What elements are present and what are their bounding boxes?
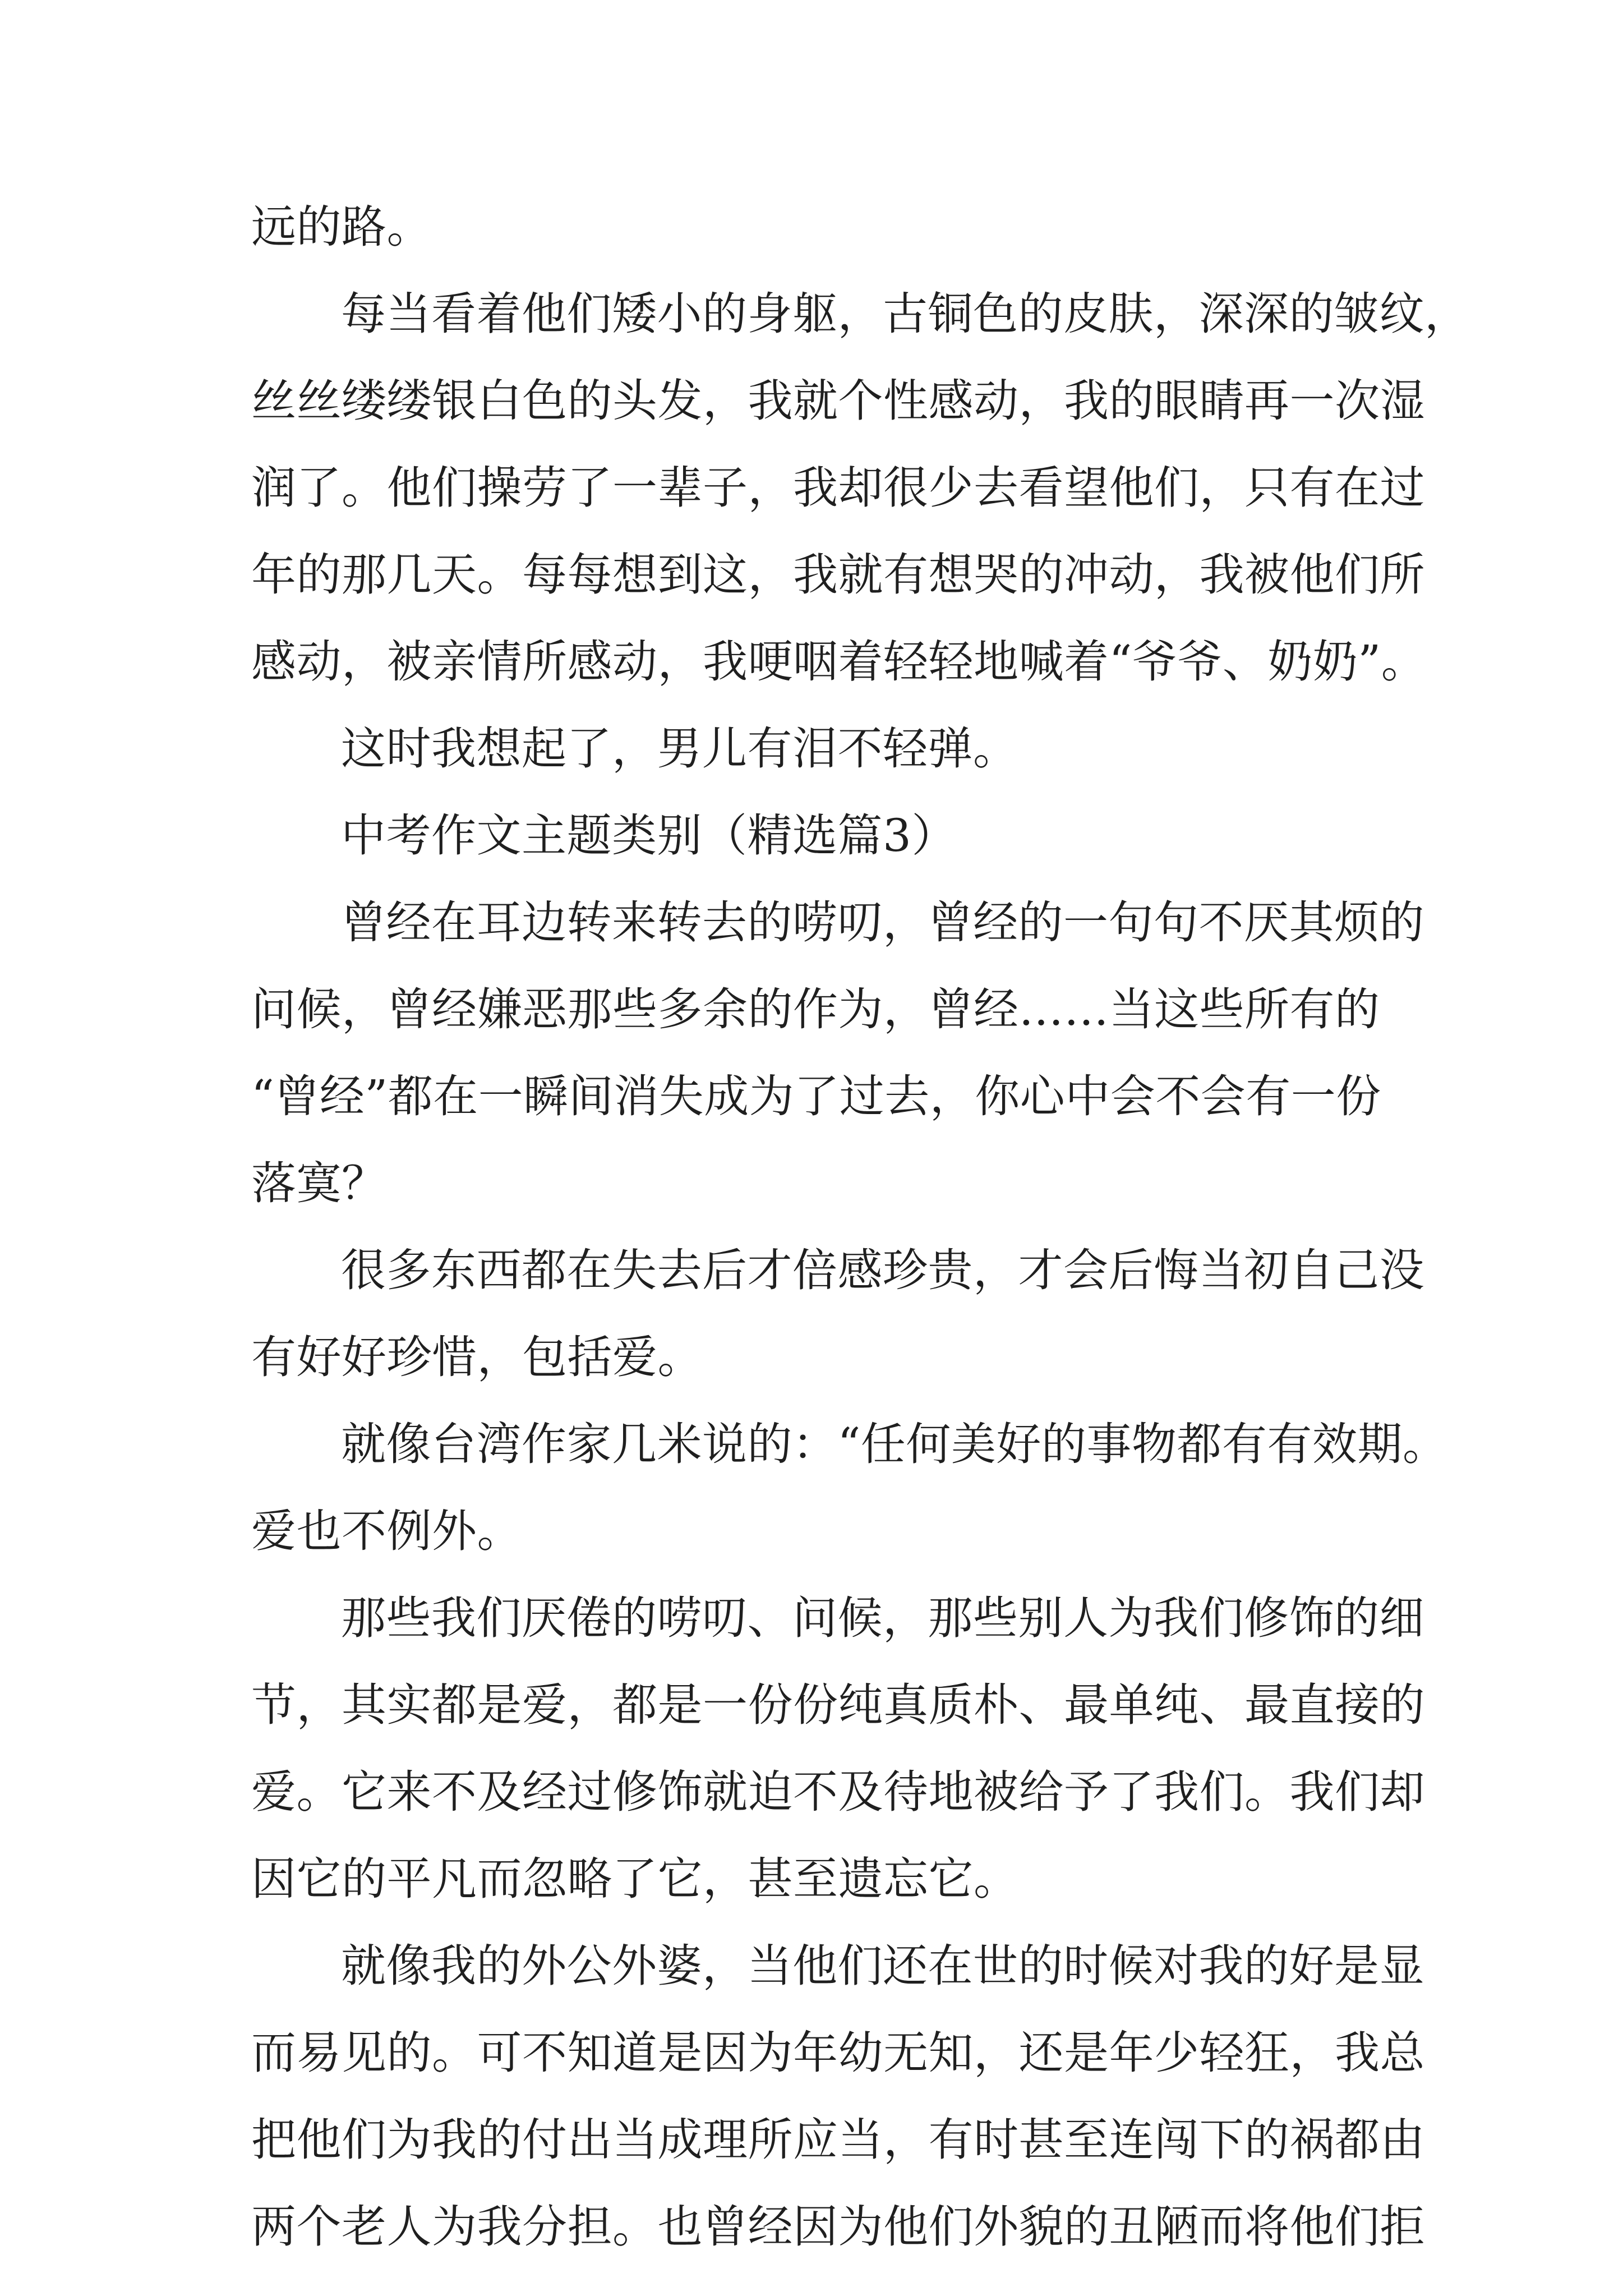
text-line: “曾经”都在一瞬间消失成为了过去，你心中会不会有一份: [251, 1070, 1381, 1122]
text-line: 两个老人为我分担。也曾经因为他们外貌的丑陋而将他们拒: [251, 2201, 1425, 2253]
text-line: 远的路。: [251, 201, 432, 253]
text-line: 润了。他们操劳了一辈子，我却很少去看望他们，只有在过: [251, 462, 1425, 514]
section-heading: 中考作文主题类别（精选篇3）: [341, 809, 957, 862]
text-line: 感动，被亲情所感动，我哽咽着轻轻地喊着“爷爷、奶奶”。: [251, 636, 1427, 688]
text-line: 有好好珍惜，包括爱。: [251, 1331, 703, 1383]
text-line: 因它的平凡而忽略了它，甚至遗忘它。: [251, 1853, 1019, 1905]
text-line: 就像台湾作家几米说的：“任何美好的事物都有有效期。: [341, 1418, 1448, 1470]
text-line: 而易见的。可不知道是因为年幼无知，还是年少轻狂，我总: [251, 2027, 1425, 2079]
text-line: 问候，曾经嫌恶那些多余的作为，曾经……当这些所有的: [251, 983, 1380, 1036]
text-line: 曾经在耳边转来转去的唠叨，曾经的一句句不厌其烦的: [341, 896, 1424, 949]
text-line: 每当看着他们矮小的身躯，古铜色的皮肤，深深的皱纹，: [341, 288, 1470, 340]
text-line: 节，其实都是爱，都是一份份纯真质朴、最单纯、最直接的: [251, 1679, 1425, 1731]
text-line: 丝丝缕缕银白色的头发，我就个性感动，我的眼睛再一次湿: [251, 375, 1425, 427]
text-line: 爱也不例外。: [251, 1505, 522, 1557]
text-line: 爱。它来不及经过修饰就迫不及待地被给予了我们。我们却: [251, 1766, 1425, 1818]
text-line: 很多东西都在失去后才倍感珍贵，才会后悔当初自己没: [341, 1244, 1424, 1296]
text-line: 这时我想起了，男儿有泪不轻弹。: [341, 723, 1018, 775]
text-line: 年的那几天。每每想到这，我就有想哭的冲动，我被他们所: [251, 549, 1425, 601]
text-line: 落寞？: [251, 1157, 387, 1209]
text-line: 就像我的外公外婆，当他们还在世的时候对我的好是显: [341, 1940, 1424, 1992]
text-line: 那些我们厌倦的唠叨、问候，那些别人为我们修饰的细: [341, 1592, 1424, 1644]
text-line: 把他们为我的付出当成理所应当，有时甚至连闯下的祸都由: [251, 2114, 1425, 2166]
